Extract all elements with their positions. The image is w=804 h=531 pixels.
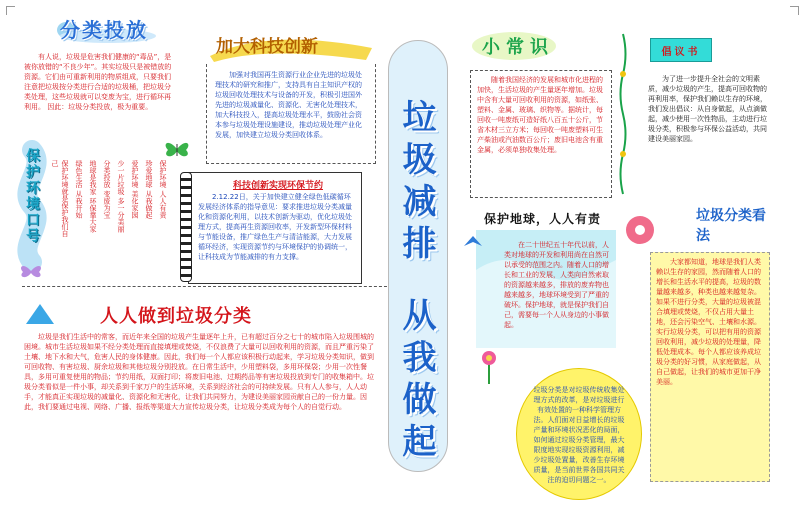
banner-line-1: 垃圾减排 [396, 99, 436, 267]
section-title-everyone: 人人做到垃圾分类 [20, 300, 320, 328]
butterfly-small-icon [18, 262, 44, 280]
tips-box [470, 70, 612, 198]
everyone-body-text: 垃圾是我们生活中的常客，而近年来全国的垃圾产生量逐年上升，已有超过百分之七十的城市陷入垃圾围城的困境。城市生活垃圾如果不经分类处理而直接填埋或焚烧，不仅浪费了大量可以回收利用的资源，而且严重污染了土壤、地下水和大气，危害人民的身体健康。因此，我们每一个人都应该积极行动起来，学习垃圾分类知识，做到可回收物、有害垃圾、厨余垃圾和其他垃圾分别投放。在日常生活中，少用塑料袋，多用环保袋；少用一次性餐具，多用可重复使用的物品；节约用纸，双面打印；将废旧电池、过期药品等有害垃圾投放到专门的收集箱中。垃圾分类看似是一件小事，却关系到千家万户的生活环境，关系到经济社会的可持续发展。只有人人参与，人人动手，才能真正实现垃圾的减量化、资源化和无害化，让我们共同努力，为建设美丽家园贡献自己的一份力量。因此，我们要通过电视、网络、广播、报纸等渠道大力宣传垃圾分类，让垃圾分类成为每个人的自觉行动。 [24, 333, 374, 411]
vertical-slogan-title: 保护环境口号 [14, 148, 50, 264]
slogan-item: 保护环境就是保护我们自己 [51, 160, 69, 237]
innovation-body-text: 加强对我国再生资源行业企业先进的垃圾处理技术的研究和推广，支持具有自主知识产权的垃圾回收处理技术与设备的开发，积极引进国外先进的垃圾减量化、资源化、无害化处理技术，加大科技投入，提高垃圾处理水平，鼓励社会资本参与垃圾处理设施建设，推动垃圾处理产业化发展，加快建立垃圾分类回收体系。 [215, 71, 362, 139]
bird-icon [462, 232, 484, 252]
section-title-innovation: 加大科技创新 [206, 28, 376, 62]
slogan-list [51, 160, 168, 240]
earth-panel [476, 230, 616, 348]
flower-icon [478, 350, 500, 384]
opinion-title: 垃圾分类看法 [696, 208, 766, 244]
crop-mark-top-right [790, 6, 799, 15]
proposal-title: 倡议书 [661, 46, 701, 58]
proposal-title-box [650, 38, 712, 62]
slogan-item: 分类投放 变废为宝 [103, 160, 111, 219]
proposal-body-text: 为了进一步提升全社会的文明素质，减少垃圾的产生，提高可回收物的再利用率，保护我们赖以生存的环境，我们发出倡议：从自身做起，从点滴做起，减少使用一次性物品，主动进行垃圾分类，积极参与环保公益活动，共同建设美丽家园。 [648, 75, 767, 143]
earth-body-text: 在二十世纪五十年代以前，人类对地球的开发和利用尚在自然可以承受的范围之内。随着人口的增长和工业的发展，人类向自然索取的资源越来越多，排放的废弃物也越来越多，地球环境受到了严重的破坏。保护地球，就是保护我们自己，需要每一个人从身边的小事做起。 [504, 241, 609, 329]
opinion-title-area [620, 200, 770, 252]
opinion-box [650, 252, 770, 482]
scroll-panel [180, 172, 368, 282]
scroll-body-text: 2.12.22日，关于加快建立健全绿色低碳循环发展经济体系的指导意见：要求推进垃圾分类减量化和资源化利用，以技术创新为驱动，优化垃圾处理方式，提高再生资源回收率，开发新型环保材料与节能设备，推广绿色生产与清洁能源，大力发展循环经济，实现资源节约与环境保护的协调统一，让科技成为节能减排的有力支撑。 [198, 193, 352, 261]
scroll-title: 科技创新实现环保节约 [232, 181, 323, 191]
oval-note [516, 368, 642, 500]
sorting-intro-text: 有人说，垃圾是危害我们健康的“毒品”，是被你放错的“不良少年”。其实垃圾只是被错放的资源。它们由可重新利用的物质组成，只要我们注意把垃圾按分类进行合适的垃圾桶，把垃圾分类处理，这些垃圾就可以变废为宝，进行循环再利用。 因此：垃圾分类投放，极为重要。 [24, 53, 172, 111]
divider-line [22, 286, 392, 287]
crop-mark-top-left [6, 6, 15, 15]
slogan-item: 爱护环境 美化家园 [131, 160, 139, 219]
center-banner [388, 40, 448, 472]
oval-note-text: 垃圾分类是对垃圾传统收集处理方式的改革，是对垃圾进行有效处置的一种科学管理方法。人们面对日益增长的垃圾产量和环境状况恶化的局面，如何通过垃圾分类管理，最大限度地实现垃圾资源利用，减少垃圾处置量，改善生存环境质量，是当前世界各国共同关注的迫切问题之一。 [533, 386, 625, 484]
butterfly-icon [162, 138, 192, 160]
opinion-body-text: 大家都知道，地球是我们人类赖以生存的家园，然而随着人口的增长和生活水平的提高，垃圾的数量越来越多，种类也越来越复杂。如果不进行分类，大量的垃圾被混合填埋或焚烧，不仅占用大量土地，还会污染空气、土壤和水源。实行垃圾分类，可以把有用的资源回收利用，减少垃圾的处理量，降低处理成本。每个人都应该养成垃圾分类的好习惯，从家庭做起，从自己做起，让我们的城市更加干净美丽。 [656, 258, 761, 386]
vine-decoration [618, 34, 628, 194]
tips-body-text: 随着我国经济的发展和城市化进程的加快，生活垃圾的产生量逐年增加。垃圾中含有大量可回收利用的资源，如纸张、塑料、金属、玻璃、织物等。据统计，每回收一吨废纸可造好纸八百五十公斤，节省木材三立方米；每回收一吨废塑料可生产柴油或汽油数百公斤；废旧电池含有重金属，必须单独收集处理。 [477, 76, 603, 154]
slogan-item: 少一片垃圾 多一分美丽 [117, 160, 125, 233]
slogan-item: 珍爱地球 从我做起 [145, 160, 153, 219]
slogan-item: 保护环境 人人有责 [159, 160, 167, 219]
innovation-box [206, 64, 376, 164]
banner-line-2: 从我做起 [396, 297, 436, 465]
earth-title: 保护地球，人人有责 [484, 212, 602, 226]
section-title-tips: 小常识 [472, 30, 558, 62]
section-title-sorting: 分类投放 [60, 14, 170, 44]
slogan-item: 地球是我家 环保靠大家 [89, 160, 97, 233]
slogan-item: 绿色生活 从我开始 [75, 160, 83, 219]
